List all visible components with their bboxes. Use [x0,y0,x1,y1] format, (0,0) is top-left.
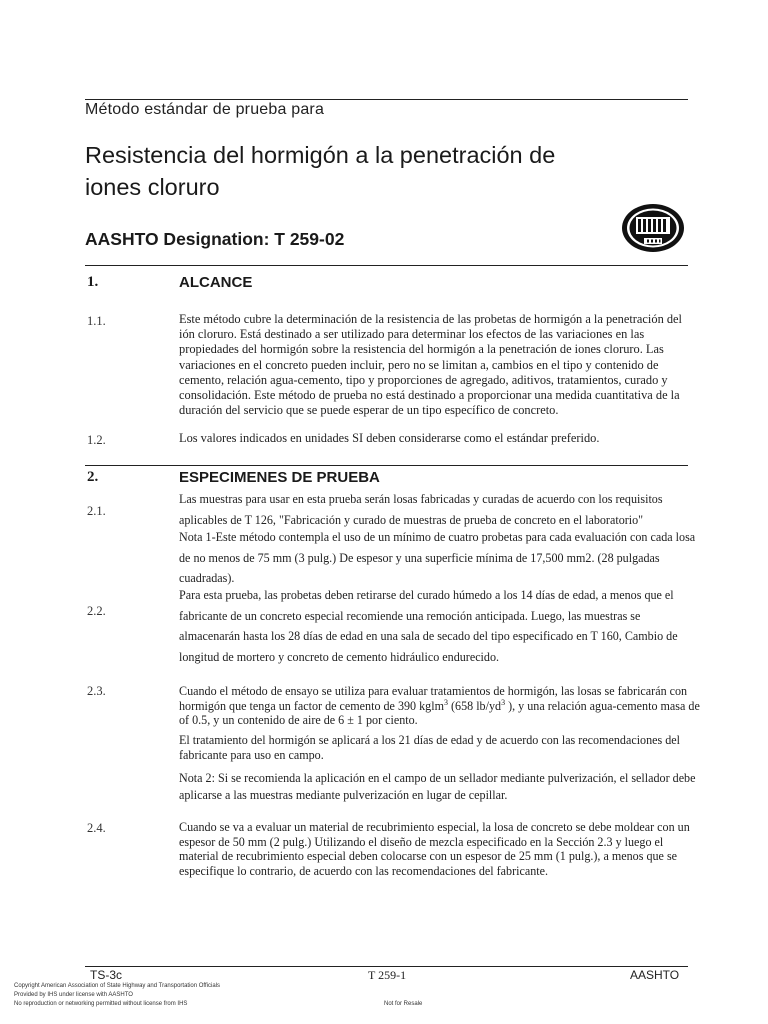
copyright-line-2: Provided by IHS under license with AASHTO [14,992,133,998]
item-2-1-text: Las muestras para usar en esta prueba serán losas fabricadas y curadas de acuerdo con los requisitos aplicables de T 126, "Fabricación y curado de muestras de prueba de concreto en el laboratorio" [179,492,663,527]
item-2-1-number: 2.1. [87,504,106,518]
section-2-rule [85,465,688,466]
item-1-1-text: Este método cubre la determinación de la resistencia de las probetas de hormigón a la penetración del ión cloruro. Está destinado a ser utilizado para determinar los efectos de las variaciones en las propiedades del hormigón sobre la resistencia del hormigón a la penetración de iones cloruro. Las variaciones en el concreto pueden incluir, pero no se limitan a, cambios en el tipo y contenido de cemento, relación agua-cemento, tipo y proporciones de agregado, aditivos, tratamientos, curado y consolidación. Este método de prueba no está destinado a proporcionar una medida cuantitativa de la duración del servicio que se puede esperar de un tipo específico de concreto. [179,312,683,418]
item-2-3-note: Nota 2: Si se recomienda la aplicación en el campo de un sellador mediante pulverización, el sellador debe aplicarse a las muestras mediante pulverización en lugar de cepillar. [179,771,696,802]
item-2-4-number: 2.4. [87,821,106,835]
item-2-3-sup-a: 3 [443,697,448,707]
item-2-2-number: 2.2. [87,604,106,618]
item-1-2-text: Los valores indicados en unidades SI deben considerarse como el estándar preferido. [179,431,600,445]
section-2-heading: ESPECIMENES DE PRUEBA [179,469,380,486]
section-1-number: 1. [87,274,99,290]
document-subtitle: Método estándar de prueba para [85,101,325,118]
item-2-1-note: Nota 1-Este método contempla el uso de un mínimo de cuatro probetas para cada evaluación con cada losa de no menos de 75 mm (3 pulg.) De espesor y una superficie mínima de 17,500 mm2. (28 pulgadas cuadradas). [179,530,696,586]
item-2-3-text [179,684,704,728]
section-2-number: 2. [87,469,99,485]
copyright-line-3: No reproduction or networking permitted without license from IHS [14,1001,188,1007]
not-for-resale: Not for Resale [384,1001,423,1007]
item-2-3-text-b: (658 lb/yd [447,698,502,713]
aashto-seal-logo [620,203,686,253]
document-title: Resistencia del hormigón a la penetración de iones cloruro [85,142,556,200]
footer-rule [85,966,688,967]
item-2-3-sup-b: 3 [501,697,506,707]
item-2-3-text-c: ), y una relación agua-cemento masa de of 0.5, y un contenido de aire de 6 ± 1 por ciento. [179,698,700,728]
footer-right: AASHTO [630,968,680,982]
item-2-3-text-2: El tratamiento del hormigón se aplicará a los 21 días de edad y de acuerdo con las recomendaciones del fabricante para uso en campo. [179,733,681,762]
item-1-1-number: 1.1. [87,314,106,328]
item-2-3-text-a: Cuando el método de ensayo se utiliza para evaluar tratamientos de hormigón, las losas se fabricarán con hormigón que tenga un factor de cemento de 390 kglm [179,684,688,713]
footer-left: TS-3c [90,968,123,982]
section-1-heading: ALCANCE [179,274,253,291]
copyright-line-1: Copyright American Association of State Highway and Transportation Officials [14,983,220,989]
item-2-4-text: Cuando se va a evaluar un material de recubrimiento especial, la losa de concreto se debe moldear con un espesor de 50 mm (2 pulg.) Utilizando el diseño de mezcla especificado en la Sección 2.3 y luego el material de recubrimiento especial deben colocarse con un espesor de 25 mm (1 pulg.), a menos que se especifique lo contrario, de acuerdo con las recomendaciones del fabricante. [179,820,690,878]
item-2-3-number: 2.3. [87,684,106,698]
item-1-2-number: 1.2. [87,433,106,447]
footer-center: T 259-1 [368,968,407,982]
item-2-2-text: Para esta prueba, las probetas deben retirarse del curado húmedo a los 14 días de edad, a menos que el fabricante de un concreto especial recomiende una remoción anticipada. Luego, las muestras se almacenarán hasta los 28 días de edad en una sala de secado del tipo especificado en T 160, Cambio de longitud de mortero y concreto de cemento hidráulico endurecido. [179,588,678,664]
section-1-rule [85,265,688,266]
aashto-designation: AASHTO Designation: T 259-02 [85,229,345,249]
header-top-rule [85,99,688,100]
